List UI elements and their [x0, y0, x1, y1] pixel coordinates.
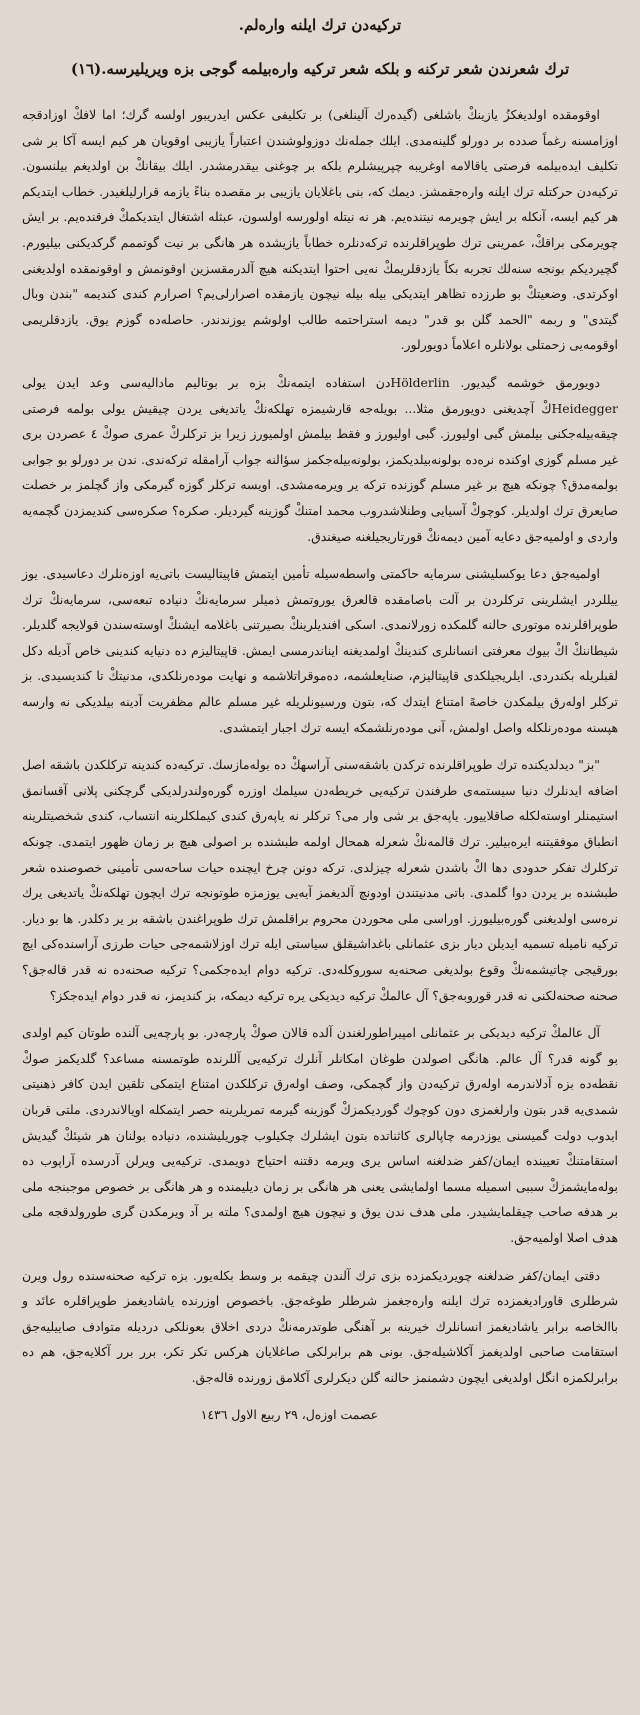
page-title: ترکیه‌دن ترك ایلنه وارەلم.: [238, 16, 402, 34]
paragraph-3: اولمیه‌جق دعا یوکسلیشنی سرمایه حاکمتی واسطه‌سیله تأمین ایتمش قاپیتالیست باتی‌یه اوزه‌نلرك دعاسیدی. یوز ییللردر ایشلرینی ترکلردن بر آلت باصامقده قالعرق یوروتمش ذمیلر سرمایه‌نكْ دنیاده تبعه‌سی، سرمایه‌نكْ ترك طوپراقلرنده موتوری حالنه گلمکده زورلانمدی. اسکی افندیلرینكْ بصیرتنی باغلامه ایشنكْ اوسته‌سندن قولایجه گلدیلر. شیطاننكْ اكْ بیوك معرفتی انسانلری کندینكْ اولمدیغنه ایناندرمسی ایمش. قاپیتالیزم ده دنیایه کندینی خاص آدیله دکل لقبلریله بکندردی. ایلریجیلکدی قاپیتالیزم، صنایعلشمه، دەموقراتلاشمه و نهایت موده‌رنلکدی، مدنیتكْ تا کندیسیدی. بز ترکلر اولەرق بیلمکدن خاصهً امتناع ایتدك که، بتون ورسیونلریله غیر مسلم عالم مظفریت آدینه بیلدیکی نه وارسه هپسنه موده‌رنلکله واصل اولمش، آنی موده‌رنلشمکه ایسه ترك اجبار ایتمشدی.: [22, 566, 618, 735]
paragraph-1: اوقومقده اولدیغکزُ یازینكْ باشلغی (گیده‌رك آلینلغی) بر تکلیفی عکس ایدریبور اولسه گرك؛ اما لافكْ اوزادقجه اوزامسنه رغماً صدده بر دورلو گلینه‌مدی. ایلك جمله‌نك دوزولوشندن اعتباراً یازیبی اوقویان هر کیم ایسه آکا بر شی تکلیف ایده‌بیلمه فرصتی یاقالامه اوغریبه چپرپیشلرم بلکه بر چوغنی بیقدرمشدر. ایلك بیقانكْ بن اولدیغم بیلنسون. ترکیه‌دن حرکتله ترك ایلنه وارەجقمشز. دیمك که، بنی باغلایان یازیبی بر مقصده بناءً یازمه قرارلیلغیدر. خطاب ایتدیکم هر کیم ایسه، آنکله بر ایش چویرمه نیتنده‌یم. هر نه نیتله اولورسه اولسون، عبثله اشتغال ایتدیکمكْ فرقنده‌یم. بر ایش چویرمکی براقكْ، عمرینی ترك طوپراقلرنده ترکه‌دنلره خطاباً یازیشده هر هانگی بر نیت گوتممم گرکدیکنی بیلیورم. گچیردیکم بونجه سنه‌لك تجربه بکاً یازدقلریمكْ نه‌یی احتوا ایتدیکنه هیچ آلدرمقسزین اوقونمش و اوقونمقده اولدیغنی اوکرتدی. وضعیتكْ بو طرزده تظاهر ایتدیکی بیله بیله نیچون یازمقده اصرارلی‌یم؟ اصرارم کندی کندیمه "بندن وبال گیتدی" و ربمه "الحمد گلن بو قدر" دیمه استراحتمه طالب اولوشم یوزندندر. حاصله‌ده گوزم یوق. یازدقلریمی اوقومه‌یی زحمتلی بولانلره اعلاماً دویورلور.: [22, 107, 618, 353]
article-subtitle: ترك شعرندن شعر ترکنه و بلکه شعر ترکیه وارەبیلمه گوجی بزه ویریلیرسه.(١٦): [70, 60, 570, 78]
author-signature-date: عصمت اوزەل، ٢٩ ربیع الاول ١٤٣٦: [200, 1406, 378, 1422]
paragraph-2: دویورمق خوشمه گیدیور. Hölderlinدن استفاده ایتمه‌نكْ بزه بر بوتالیم ماداليه‌سی وعد ایدن یولی Heideggerكْ آچدیغنی دویورمق مثلا... بویله‌جه قارشیمزه تهلکه‌نكْ یاتدیغی یردن چیقیش یولی بولمه فرصتی چیقه‌بیله‌جکنی بیلمش گبی اولیورز. گبی اولیورز و فقط بیلمش اولمیورز زیرا بز ترکلركْ عمری صوكْ ٤ عصردن بری غیر مسلم گوزی اوکنده نره‌ده بولونه‌بیلدیکمز، بولونه‌بیله‌جکمز سؤالنه جواب آرامقله ترکه‌ندی. ندن بر دورلو بو جوابی بولمه‌مدق؟ چونکه هیچ بر غیر مسلم گوزنده ترکه یر ویرمه‌مشدی. اویسه ترکلر گوزه گیرمکی واز گچلمز بر خصلت صایعرق ترك اولدیلر. کوچوكْ آسیایی وطنلاشدروب محمد امتنكْ گوزینه گیردیلر. صکره؟ صکره‌سی کندیمزدن گچمه‌یه واردی و اولمیه‌جق دعایه آمین دیمه‌نكْ قورتاریجیلغنه صیغندق.: [22, 374, 619, 544]
paragraph-5: آل عالمكْ ترکیه دیدیکی بر عثمانلی امپیراطورلغندن آلده قالان صوكْ پارچه‌در. بو پارچه‌یی آلنده طوتان کیم اولدی بو گونه قدر؟ آل عالم. هانگی اصولدن طوغان امکانلر آنلرك ترکیه‌یی آللرنده طوتمسنه مساعد؟ گلدیکمز صوكْ نقطه‌ده بزه آدلاندرمه اولەرق ترکیه‌دن واز گچمکی، وصف اولەرق ترکلکدن امتناع ایتمکی تلقین ایدن کافر ذهنیتی شمدی‌یه قدر بتون وارلغمزی دون کوچوك گوردیکمزكْ گوزینه گیرمه تمریلرینه حصر ایتمکله اویالاندردی. ملتی قربان ایدوب دولت گمیسنی یوزدرمه چاپالری کاثناتده بتون ایشلرك چکیلوب چوریلیشنده، دنیاده بولنان هر شیئكْ گیدیش استقامتنكْ تعیینده ایمان/کفر ضدلغنه اساس یری ویرمه دقتنه احتیاج دویمدی. ترکیه‌یی ویرلن آدرسده آراپوب ده بوله‌مایشمزكْ سببی اسمیله مسما اولمایشی یعنی هر هانگی بر زمان دیلیمنده و هر هانگی بر خصوص موجبنجه ملی بر هدفه صاحب چیقلمایشیدر. ملی هدف ندن یوق و نیچون هیچ اولمدی؟ ملته بر آد ویرمکدن گری طورولدقجه ملی هدف اصلا اولمیه‌جق.: [22, 1025, 618, 1245]
paragraph-4: "بز" دیدلدیکنده ترك طوپراقلرنده ترکدن باشقه‌سنی آراسهكْ ده بوله‌مازسك. ترکیه‌ده کندینه ترکلکدن باشقه اصل اضافه ایدنلرك دنیا سیستمه‌ی طرفندن ترکیه‌یی خریطه‌دن سیلمك اوزره گورەولندرلدیکی گرچکنی پلانی آقسانمق استیمنلر اوسته‌لکله صاقلاییور. یاپه‌جق بر شی وار می؟ ترکلر نه یاپەرق کندی کیملکلرینه انتساب، کندی شخصیتلرینه انطباق موفقیتنه ایره‌بیلیر. ترك قالمه‌نكْ شعرله همحال اولمه طبشنده بر اصولی هیچ بر زمان ظهور ایتمدی. چونکه ترکلرك تفکر حدودی دها اكْ باشدن شعرله چیزلدی. ترکه دونن چرخ ایچنده حیات ساحه‌سی تأمینی خصوصنده شعر طبشنده بر یردن دوا گلمدی. باتی مدنیتندن اودونچ آلدیغمز آیه‌یی یوزمزه طوتونجه ترك ایچون تهلکه‌نكْ یاتدیغی یرك نره‌سی اولدیغنی گوره‌بیلیورز. اوراسی ملی محوردن محروم براقلمش ترك طوپراغندن باشقه بر یر دکلدر. ها بو دیار. ترکیه نامیله تسمیه ایدیلن دیار بزی عثمانلی باغداشیقلق سیاستی ایله ترك اوزلاشمه‌جی حیات طرزی آراسنده‌کی ایچ بورقیجی چاتیشمه‌نكْ وقوع بولدیغی صحنه‌یه سوروکله‌دی. ترکیه دوام ایده‌جکمی؟ ترکیه صحنه‌ده نه قدر قاله‌جق؟ صحنه صحنه‌لکنی نه قدر قوروبه‌جق؟ آل عالمكْ ترکیه دیدیکی یره ترکیه دیمکه، بز کندیمز، نه قدر دوام ایده‌جکز؟: [22, 757, 618, 1003]
paragraph-6: دقتی ایمان/کفر ضدلغنه چویردیکمزده بزی ترك آلندن چیقمه بر وسط بکله‌یور. بزه ترکیه صحنه‌سنده رول ویرن شرطلری قاورادیغمزده ترك ایلنه وارەجغمز شرطلر طوغەجق. باخصوص اوزرنده یاشادیغمز طوپراقلره عائد و باالخاصه برابر یاشادیغمز انسانلرك خیرینه بر آهنگی طوتدرمه‌نكْ دردی اخلاق بعونلکی درديله متوادف صاییلیه‌جق استقامت صاحبی اولدیغمز آکلاشیله‌جق. بونی هم برابرلکی صاغلایان هرکس تکر تکر، برر برر آکلایه‌جق، هم ده برابرلکمزه انگل اولدیغی ایچون دشمنمز حالنه گلن دیکرلری آکلامق زورنده قاله‌جق.: [22, 1267, 618, 1385]
